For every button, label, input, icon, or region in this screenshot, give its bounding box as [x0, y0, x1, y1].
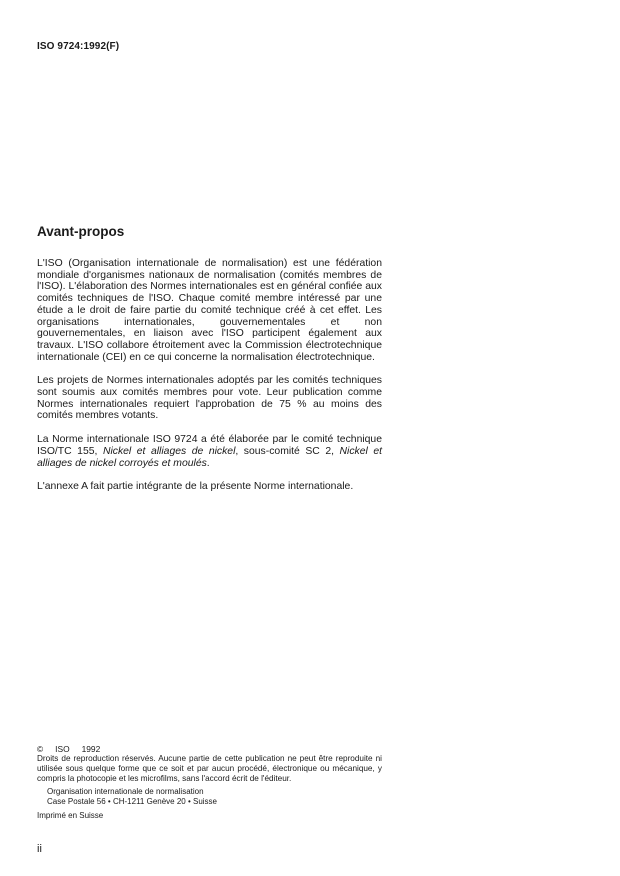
paragraph-draft-standards: Les projets de Normes internationales adoptés par les comités techniques sont soumis aux comités membres pour vote. Leur publication comme Normes internationales requiert l'approbation de 75 % au moins des comités membres votants. [37, 375, 382, 422]
paragraph-iso-intro: L'ISO (Organisation internationale de normalisation) est une fédération mondiale d'organismes nationaux de normalisation (comités membres de l'ISO). L'élaboration des Normes internationales est en général confiée aux comités techniques de l'ISO. Chaque comité membre intéressé par une étude a le droit de faire partie du comité technique créé à cet effet. Les organisations internationales, gouvernementales et non gouvernementales, en liaison avec l'ISO participent également aux travaux. L'ISO collabore étroitement avec la Commission électrotechnique internationale (CEI) en ce qui concerne la normalisation électrotechnique. [37, 258, 382, 363]
copyright-symbol: © [37, 744, 44, 754]
copyright-footer [37, 744, 382, 821]
publisher-address [47, 787, 382, 807]
address-line-2: Case Postale 56 • CH-1211 Genève 20 • Suisse [47, 797, 217, 806]
committee-text-1: La Norme internationale ISO 9724 a été élaborée par le comité technique ISO/TC 155, [37, 434, 382, 457]
committee-title: Nickel et alliages de nickel [102, 445, 236, 457]
page-number: ii [37, 843, 42, 855]
paragraph-committee [37, 434, 382, 469]
committee-text-3: . [206, 457, 210, 469]
copyright-org: ISO [55, 744, 70, 754]
printed-in: Imprimé en Suisse [37, 811, 104, 820]
body-text [37, 258, 382, 505]
rights-notice: Droits de reproduction réservés. Aucune partie de cette publication ne peut être reproduite ni utilisée sous quelque forme que ce soit et par aucun procédé, électronique ou mécanique, y compris la photocopie et les microfilms, sans l'accord écrit de l'éditeur. [37, 754, 382, 783]
address-line-1: Organisation internationale de normalisation [47, 787, 204, 796]
page-header: ISO 9724:1992(F) [37, 41, 120, 52]
copyright-year: 1992 [81, 744, 101, 754]
copyright-line [37, 744, 382, 754]
subcommittee-title: Nickel et alliages de nickel corroyés et moulés [37, 445, 383, 469]
committee-text-2: , sous-comité SC 2, [235, 445, 340, 457]
section-title: Avant-propos [37, 224, 125, 239]
paragraph-annex: L'annexe A fait partie intégrante de la présente Norme internationale. [37, 481, 354, 493]
